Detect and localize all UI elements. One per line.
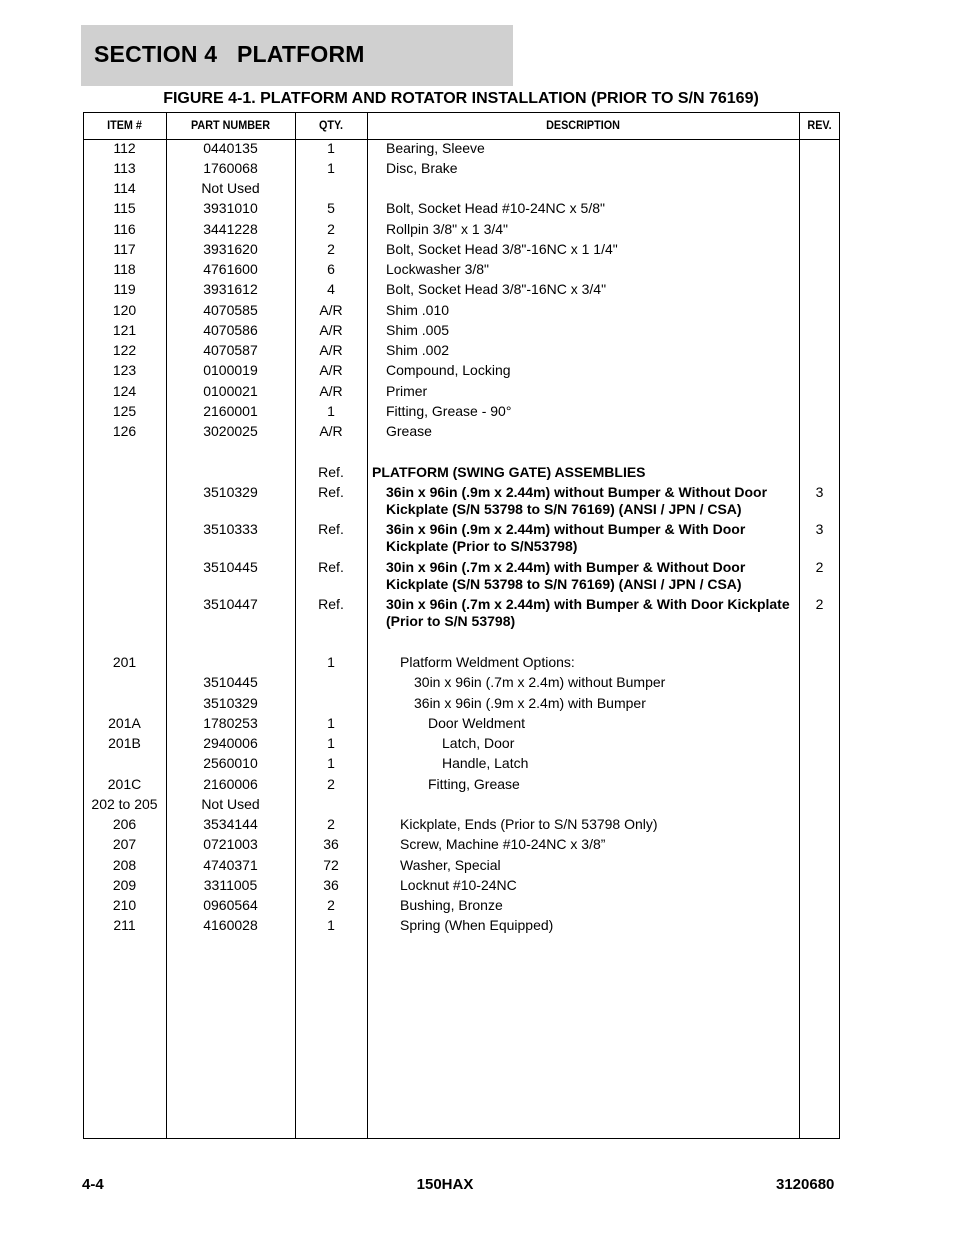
description: Bearing, Sleeve bbox=[386, 140, 485, 156]
item-number: 201C bbox=[107, 776, 142, 792]
part-number: 3510447 bbox=[203, 596, 258, 612]
col-header-part-number: PART NUMBER bbox=[190, 118, 271, 132]
item-number: 209 bbox=[112, 877, 137, 893]
item-number: 120 bbox=[112, 302, 137, 318]
part-number: 3931010 bbox=[203, 200, 258, 216]
quantity: 4 bbox=[327, 281, 335, 297]
quantity: A/R bbox=[319, 362, 343, 378]
quantity: 72 bbox=[323, 857, 339, 873]
item-number: 124 bbox=[112, 383, 137, 399]
description: Latch, Door bbox=[442, 735, 515, 751]
item-number: 112 bbox=[113, 140, 136, 156]
description: Handle, Latch bbox=[442, 755, 529, 771]
quantity: 2 bbox=[327, 241, 335, 257]
part-number: 3510445 bbox=[203, 674, 258, 690]
revision: 2 bbox=[815, 559, 824, 575]
revision: 2 bbox=[815, 596, 824, 612]
quantity: 6 bbox=[327, 261, 335, 277]
part-number: 2940006 bbox=[203, 735, 258, 751]
description: Washer, Special bbox=[400, 857, 501, 873]
quantity: A/R bbox=[319, 342, 343, 358]
description: 30in x 96in (.7m x 2.44m) with Bumper & Without Door Kickplate (S/N 53798 to S/N 76169) (ANSI / JPN / CSA) bbox=[386, 559, 746, 592]
item-number: 122 bbox=[112, 342, 137, 358]
description: 36in x 96in (.9m x 2.44m) without Bumper & With Door Kickplate (Prior to S/N53798) bbox=[386, 521, 746, 554]
description: Bolt, Socket Head 3/8"-16NC x 1 1/4" bbox=[386, 241, 618, 257]
quantity: 36 bbox=[323, 877, 339, 893]
item-number: 121 bbox=[112, 322, 137, 338]
description: Bolt, Socket Head #10-24NC x 5/8" bbox=[386, 200, 605, 216]
quantity: 1 bbox=[327, 755, 335, 771]
quantity: A/R bbox=[319, 322, 343, 338]
quantity: Ref. bbox=[318, 464, 344, 480]
quantity: A/R bbox=[319, 423, 343, 439]
description: Primer bbox=[386, 383, 428, 399]
quantity: 36 bbox=[323, 836, 339, 852]
revision: 3 bbox=[815, 521, 824, 537]
part-number: 3441228 bbox=[203, 221, 258, 237]
item-number: 115 bbox=[113, 200, 136, 216]
description: Lockwasher 3/8" bbox=[386, 261, 490, 277]
item-number: 201B bbox=[108, 735, 141, 751]
description: Grease bbox=[386, 423, 432, 439]
quantity: 2 bbox=[327, 897, 335, 913]
item-number: 113 bbox=[113, 160, 136, 176]
description: Shim .002 bbox=[386, 342, 450, 358]
section-title: SECTION 4 PLATFORM bbox=[94, 41, 365, 67]
part-number: 4070586 bbox=[203, 322, 258, 338]
item-number: 116 bbox=[113, 221, 136, 237]
document-number: 3120680 bbox=[776, 1176, 835, 1193]
item-number: 201A bbox=[108, 715, 141, 731]
part-number: 3510333 bbox=[203, 521, 258, 537]
quantity: 2 bbox=[327, 221, 335, 237]
part-number: 3931612 bbox=[203, 281, 258, 297]
column-divider bbox=[367, 112, 368, 1139]
part-number: 0100019 bbox=[203, 362, 258, 378]
part-number: 4070587 bbox=[203, 342, 258, 358]
quantity: 1 bbox=[327, 403, 335, 419]
part-number: 3311005 bbox=[203, 877, 258, 893]
part-number: 2160006 bbox=[203, 776, 258, 792]
description: Rollpin 3/8" x 1 3/4" bbox=[386, 221, 509, 237]
quantity: A/R bbox=[319, 302, 343, 318]
part-number: 3510445 bbox=[203, 559, 258, 575]
part-number: 1780253 bbox=[203, 715, 258, 731]
part-number: 2560010 bbox=[203, 755, 258, 771]
description: PLATFORM (SWING GATE) ASSEMBLIES bbox=[372, 464, 646, 480]
description: 30in x 96in (.7m x 2.44m) with Bumper & With Door Kickplate (Prior to S/N 53798) bbox=[386, 596, 790, 629]
description: 36in x 96in (.9m x 2.44m) without Bumper & Without Door Kickplate (S/N 53798 to S/N 76169) (ANSI / JPN / CSA) bbox=[386, 484, 768, 517]
part-number: 4740371 bbox=[203, 857, 258, 873]
col-header-description: DESCRIPTION bbox=[546, 118, 620, 132]
item-number: 114 bbox=[113, 180, 136, 196]
description: Platform Weldment Options: bbox=[400, 654, 575, 670]
description: Kickplate, Ends (Prior to S/N 53798 Only) bbox=[400, 816, 658, 832]
item-number: 201 bbox=[112, 654, 137, 670]
col-header-rev: REV. bbox=[807, 118, 832, 132]
quantity: A/R bbox=[319, 383, 343, 399]
quantity: 1 bbox=[327, 140, 335, 156]
item-number: 123 bbox=[112, 362, 137, 378]
item-number: 210 bbox=[112, 897, 137, 913]
item-number: 126 bbox=[112, 423, 137, 439]
description: Fitting, Grease - 90° bbox=[386, 403, 512, 419]
description: Shim .005 bbox=[386, 322, 450, 338]
part-number: 0721003 bbox=[203, 836, 258, 852]
description: 36in x 96in (.9m x 2.4m) with Bumper bbox=[414, 695, 646, 711]
part-number: 4160028 bbox=[203, 917, 258, 933]
quantity: 1 bbox=[327, 917, 335, 933]
quantity: Ref. bbox=[318, 521, 344, 537]
part-number: 0960564 bbox=[203, 897, 258, 913]
quantity: Ref. bbox=[318, 484, 344, 500]
item-number: 119 bbox=[113, 281, 136, 297]
part-number: 3534144 bbox=[203, 816, 258, 832]
item-number: 208 bbox=[112, 857, 137, 873]
part-number: 1760068 bbox=[203, 160, 258, 176]
item-number: 117 bbox=[113, 241, 136, 257]
part-number: 3510329 bbox=[203, 484, 258, 500]
description: Shim .010 bbox=[386, 302, 450, 318]
part-number: 0100021 bbox=[203, 383, 258, 399]
description: 30in x 96in (.7m x 2.4m) without Bumper bbox=[414, 674, 666, 690]
part-number: 2160001 bbox=[203, 403, 258, 419]
quantity: 1 bbox=[327, 654, 335, 670]
quantity: Ref. bbox=[318, 559, 344, 575]
part-number: Not Used bbox=[201, 796, 260, 812]
description: Locknut #10-24NC bbox=[400, 877, 517, 893]
item-number: 202 to 205 bbox=[91, 796, 158, 812]
col-header-qty: QTY. bbox=[318, 118, 343, 132]
page-number: 4-4 bbox=[82, 1176, 104, 1193]
item-number: 207 bbox=[112, 836, 137, 852]
model-name: 150HAX bbox=[416, 1176, 474, 1193]
quantity: Ref. bbox=[318, 596, 344, 612]
part-number: 4070585 bbox=[203, 302, 258, 318]
description: Spring (When Equipped) bbox=[400, 917, 554, 933]
revision: 3 bbox=[815, 484, 824, 500]
description: Screw, Machine #10-24NC x 3/8” bbox=[400, 836, 606, 852]
part-number: Not Used bbox=[201, 180, 260, 196]
quantity: 5 bbox=[327, 200, 335, 216]
quantity: 1 bbox=[327, 735, 335, 751]
description: Fitting, Grease bbox=[428, 776, 520, 792]
quantity: 2 bbox=[327, 776, 335, 792]
description: Bushing, Bronze bbox=[400, 897, 503, 913]
column-divider bbox=[799, 112, 800, 1139]
part-number: 3020025 bbox=[203, 423, 258, 439]
quantity: 1 bbox=[327, 160, 335, 176]
part-number: 3510329 bbox=[203, 695, 258, 711]
description: Disc, Brake bbox=[386, 160, 458, 176]
description: Door Weldment bbox=[428, 715, 526, 731]
part-number: 0440135 bbox=[203, 140, 258, 156]
item-number: 211 bbox=[113, 917, 136, 933]
item-number: 118 bbox=[113, 261, 136, 277]
figure-title: FIGURE 4-1. PLATFORM AND ROTATOR INSTALLATION (PRIOR TO S/N 76169) bbox=[163, 90, 759, 107]
item-number: 206 bbox=[112, 816, 137, 832]
quantity: 2 bbox=[327, 816, 335, 832]
col-header-item: ITEM # bbox=[107, 118, 142, 132]
item-number: 125 bbox=[112, 403, 137, 419]
description: Compound, Locking bbox=[386, 362, 511, 378]
part-number: 4761600 bbox=[203, 261, 258, 277]
part-number: 3931620 bbox=[203, 241, 258, 257]
quantity: 1 bbox=[327, 715, 335, 731]
description: Bolt, Socket Head 3/8"-16NC x 3/4" bbox=[386, 281, 607, 297]
